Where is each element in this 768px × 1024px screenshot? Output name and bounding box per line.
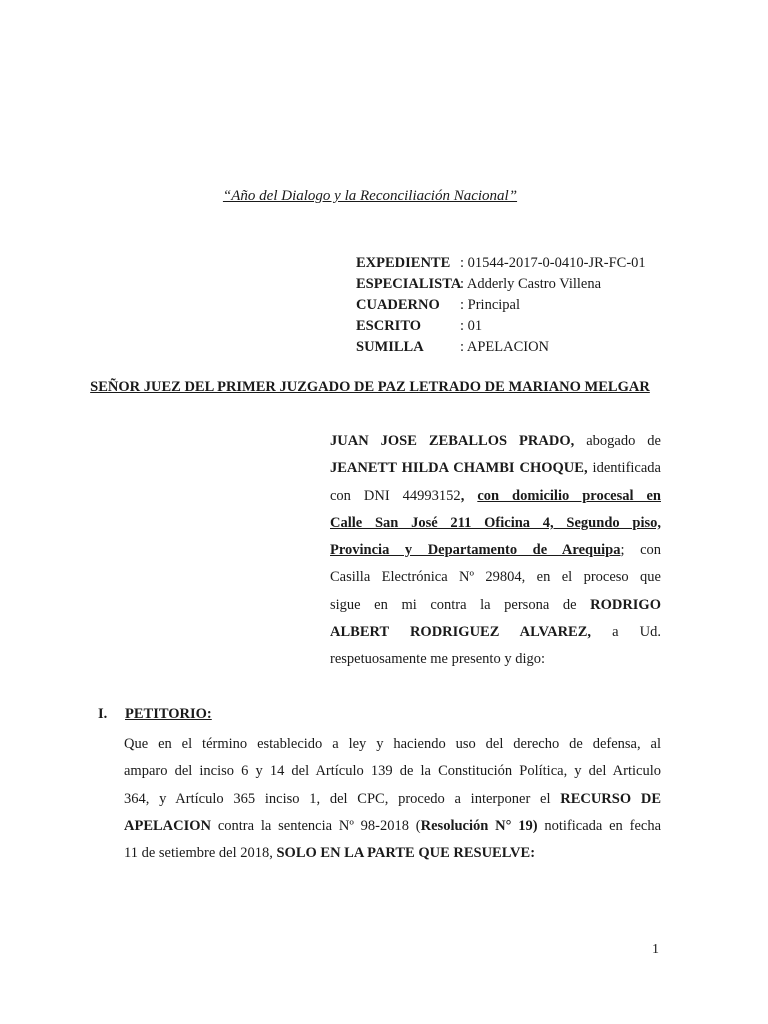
client-name: JEANETT HILDA CHAMBI CHOQUE, [330, 460, 588, 477]
meta-value: : 01 [460, 318, 483, 334]
domicile-text: con domicilio procesal en [477, 487, 661, 504]
meta-row-escrito [356, 316, 646, 337]
case-metadata [356, 253, 646, 358]
meta-row-cuaderno [356, 295, 646, 316]
petitorio-bold: APELACION [124, 817, 212, 834]
petitorio-text: contra la sentencia Nº 98-2018 ( [211, 817, 421, 834]
domicile-text: Provincia y Departamento de Arequipa [330, 542, 621, 559]
meta-value: : Adderly Castro Villena [460, 276, 602, 292]
section-number: I. [98, 706, 108, 722]
intro-line [330, 510, 661, 537]
petitorio-bold: SOLO EN LA PARTE QUE RESUELVE: [276, 845, 536, 862]
petitorio-bold: RECURSO DE [560, 790, 662, 807]
addressee-heading: SEÑOR JUEZ DEL PRIMER JUZGADO DE PAZ LETRADO DE MARIANO MELGAR [90, 379, 650, 395]
intro-line [330, 564, 661, 591]
lawyer-name: JUAN JOSE ZEBALLOS PRADO, [330, 433, 575, 449]
intro-text: a Ud. [591, 624, 661, 641]
intro-text: ; con [620, 542, 662, 559]
petitorio-line [124, 840, 661, 867]
intro-line [330, 483, 661, 510]
intro-text: , [460, 487, 478, 504]
petitorio-bold: Resolución N° 19) [420, 817, 538, 834]
intro-text: con DNI 44993152 [330, 487, 461, 504]
opponent-name: RODRIGO [590, 596, 661, 613]
intro-text: Casilla Electrónica Nº 29804, en el proceso que [330, 569, 661, 586]
intro-text: abogado de [574, 433, 661, 449]
page-number: 1 [652, 942, 659, 957]
year-motto: “Año del Dialogo y la Reconciliación Nacional” [222, 188, 518, 204]
intro-line [330, 428, 661, 455]
intro-line [330, 592, 661, 619]
meta-label: ESCRITO [356, 318, 422, 334]
section-title: PETITORIO: [125, 706, 212, 722]
meta-label: EXPEDIENTE [356, 255, 451, 271]
meta-row-expediente [356, 253, 646, 274]
petitorio-line: Que en el término establecido a ley y haciendo uso del derecho de defensa, al [124, 736, 661, 752]
intro-text: respetuosamente me presento y digo: [330, 651, 546, 668]
meta-value: : APELACION [460, 339, 550, 355]
petitorio-text: 364, y Artículo 365 inciso 1, del CPC, procedo a interponer el [124, 790, 561, 807]
intro-line [330, 619, 661, 646]
petitorio-line [124, 786, 661, 813]
intro-text: identificada [587, 460, 661, 477]
meta-label: CUADERNO [356, 297, 440, 313]
petitorio-text: 11 de setiembre del 2018, [124, 845, 277, 862]
meta-row-sumilla [356, 337, 646, 358]
opponent-name: ALBERT RODRIGUEZ ALVAREZ, [330, 624, 592, 641]
intro-line [330, 455, 661, 482]
intro-paragraph [330, 428, 661, 674]
meta-row-especialista [356, 274, 646, 295]
section-heading [98, 706, 212, 723]
petitorio-paragraph [124, 731, 661, 867]
meta-label: SUMILLA [356, 339, 424, 355]
intro-line [330, 646, 661, 673]
domicile-text: Calle San José 211 Oficina 4, Segundo piso, [330, 514, 661, 531]
petitorio-line [124, 813, 661, 840]
intro-text: sigue en mi contra la persona de [330, 596, 591, 613]
meta-label: ESPECIALISTA [356, 276, 462, 292]
petitorio-line: amparo del inciso 6 y 14 del Artículo 139 de la Constitución Política, y del Articulo [124, 763, 661, 780]
meta-value: : Principal [460, 297, 521, 313]
meta-value: : 01544-2017-0-0410-JR-FC-01 [460, 255, 646, 271]
petitorio-text: notificada en fecha [537, 817, 661, 834]
intro-line [330, 537, 661, 564]
